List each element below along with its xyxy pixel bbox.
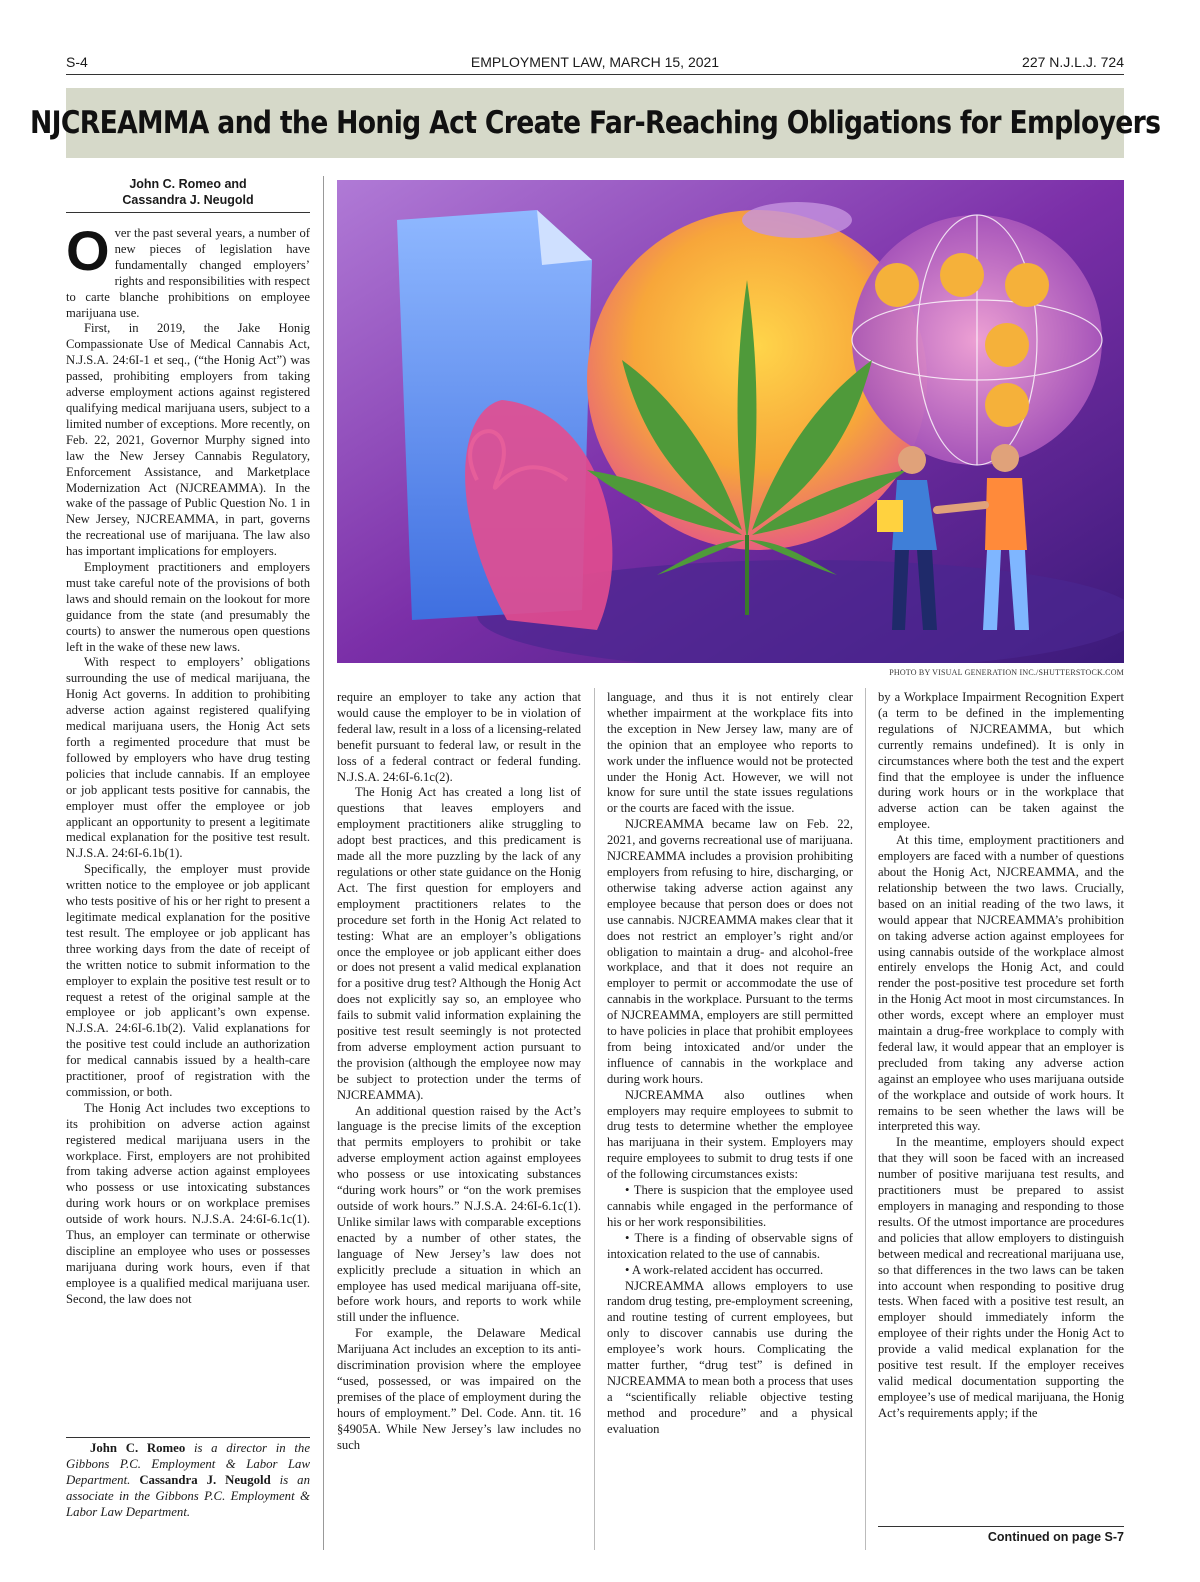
bullet-item: • There is suspicion that the employee used cannabis while engaged in the performance of his or her work responsibilities. — [607, 1183, 853, 1229]
drop-cap: O — [66, 219, 110, 282]
section-date: EMPLOYMENT LAW, MARCH 15, 2021 — [470, 54, 720, 70]
paragraph: language, and thus it is not entirely clear whether impairment at the workplace fits into the exception in New Jersey law, many are of the opinion that an employee who reports to work under the influence would not be protected under the Honig Act. However, we will not know for sure until the state issues regulations or the courts are faced with the issue. — [607, 690, 853, 816]
cannabis-handshake-illustration — [337, 180, 1124, 663]
byline-line-2: Cassandra J. Neugold — [122, 193, 254, 207]
page-number: S-4 — [66, 54, 88, 70]
paragraph: Over the past several years, a number of new pieces of legislation have fundamentally changed employers’ rights and responsibilities with respect to carte blanche prohibitions on employee marijuana use. — [66, 219, 310, 320]
paragraph: NJCREAMMA allows employers to use random drug testing, pre-employment screening, and routine testing of current employees, but only to discover cannabis use during the employee’s work hours. Complicating the matter further, “drug test” is defined in NJCREAMMA to mean both a process that uses a “scientifically reliable objective testing method and procedure” and a physical evaluation — [607, 1278, 853, 1436]
paragraph: NJCREAMMA became law on Feb. 22, 2021, and governs recreational use of marijuana. NJCREAMMA includes a provision prohibiting employers from refusing to hire, discharging, or otherwise taking adverse action against any employee because that person does or does not use cannabis. NJCREAMMA makes clear that it does not restrict an employer’s right and/or obligation to maintain a drug- and alcohol-free workplace, and that it does not require an employer to permit or accommodate the use of cannabis in the workplace. Pursuant to the terms of NJCREAMMA, employers are still permitted to have policies in place that prohibit employees from being intoxicated and/or under the influence of cannabis in the workplace and during work hours. — [607, 817, 853, 1086]
photo-credit: PHOTO BY VISUAL GENERATION INC./SHUTTERSTOCK.COM — [889, 668, 1124, 677]
paragraph: The Honig Act includes two exceptions to its prohibition on adverse action against registered medical marijuana users in the workplace. First, employers are not prohibited from taking adverse action against employees who possess or use intoxicating substances during work hours or on workplace premises outside of work hours. N.J.S.A. 24:6I-6.1c(1). Thus, an employer can terminate or otherwise discipline an employee who uses or possesses marijuana during work hours, even if that employee is a qualified medical marijuana user. Second, the law does not — [66, 1100, 310, 1306]
paragraph: Employment practitioners and employers must take careful note of the provisions of both laws and should remain on the lookout for more guidance from the state (and presumably the courts) to answer the numerous open questions left in the wake of these new laws. — [66, 560, 310, 654]
column-rule — [323, 176, 324, 1550]
byline-rule — [66, 212, 310, 213]
author-description: is an associate in the Gibbons P.C. Employment & Labor Law Department. — [66, 1473, 310, 1519]
bio-rule — [66, 1437, 310, 1438]
author-description: is a director in the Gibbons P.C. Employment & Labor Law Department. — [66, 1441, 311, 1487]
paragraph: by a Workplace Impairment Recognition Expert (a term to be defined in the implementing regulations of NJCREAMMA, but which currently remains undefined). It is only in circumstances where both the test and the expert find that the employee is under the influence during work hours or in the workplace that adverse action can be taken against the employee. — [878, 690, 1124, 832]
column-rule — [594, 688, 595, 1550]
citation: 227 N.J.L.J. 724 — [1022, 54, 1124, 70]
author-name: Cassandra J. Neugold — [139, 1473, 271, 1487]
paragraph: For example, the Delaware Medical Marijuana Act includes an exception to its anti-discrimination provision where the employee “used, possessed, or was impaired on the premises of the place of employment during the hours of employment.” Del. Code. Ann. tit. 16 §4905A. While New Jersey’s law includes no such — [337, 1326, 581, 1452]
article-column-4 — [878, 690, 1124, 1422]
article-column-3 — [607, 690, 853, 1438]
column-rule — [865, 688, 866, 1550]
paragraph: At this time, employment practitioners and employers are faced with a number of questions about the Honig Act, NJCREAMMA, and the relationship between the two laws. Crucially, based on an initial reading of the two laws, it would appear that NJCREAMMA’s prohibition on taking adverse action against employees for using cannabis outside of the workplace almost entirely envelops the Honig Act, and could render the post-positive test procedure set forth in the Honig Act moot in most circumstances. In other words, except where an employer must maintain a drug-free workplace to comply with federal law, it would appear that an employer is precluded from taking any adverse action against an employee who uses marijuana outside of the workplace and outside of work hours. It remains to be seen whether the laws will be interpreted this way. — [878, 833, 1124, 1134]
continued-rule — [878, 1526, 1124, 1527]
bullet-item: • There is a finding of observable signs of intoxication related to the use of cannabis. — [607, 1230, 853, 1261]
author-bio — [66, 1440, 310, 1520]
continued-line: Continued on page S-7 — [987, 1530, 1124, 1544]
paragraph: An additional question raised by the Act’s language is the precise limits of the exception that permits employers to prohibit or take adverse employment action against employees who possess or use intoxicating substances “during work hours” or “on the work premises outside of work hours.” N.J.S.A. 24:6I-6.1c(1). Unlike similar laws with comparable exceptions enacted by a number of other states, the language of New Jersey’s law does not explicitly preclude a situation in which an employee has used medical marijuana off-site, before work hours, and reports to work while still under the influence. — [337, 1103, 581, 1325]
paragraph: In the meantime, employers should expect that they will soon be faced with an increased number of positive marijuana test results, and practitioners must be prepared to assist employers in managing and responding to those results. Of the utmost importance are procedures and policies that allow employers to distinguish between medical and recreational marijuana use, so that differences in the two laws can be taken into account when responding to positive drug tests. When faced with a positive test result, an employer should immediately inform the employee of their rights under the Honig Act to provide a valid medical explanation for the positive test result. If the employer receives valid medical documentation supporting the employee’s use of medical marijuana, the Honig Act’s requirements apply; if the — [878, 1135, 1124, 1420]
paragraph: require an employer to take any action that would cause the employer to be in violation of federal law, result in a loss of a licensing-related benefit pursuant to federal law, or result in the loss of a federal contract or federal funding. N.J.S.A. 24:6I-6.1c(2). — [337, 690, 581, 784]
paragraph: With respect to employers’ obligations surrounding the use of medical marijuana, the Honig Act governs. In addition to prohibiting adverse action against registered qualifying medical marijuana users, the Honig Act sets forth a regimented procedure that must be followed by employers who have drug testing policies that include cannabis. If an employee or job applicant tests positive for cannabis, the employer must offer the employee or job applicant an opportunity to present a legitimate medical explanation for the positive test result. N.J.S.A. 24:6I-6.1b(1). — [66, 655, 310, 861]
paragraph: The Honig Act has created a long list of questions that leaves employers and employment practitioners alike struggling to adopt best practices, and this predicament is made all the more puzzling by the lack of any regulations or other state guidance on the Honig Act. The first question for employers and employment practitioners relates to the procedure set forth in the Honig Act related to testing: What are an employer’s obligations once the employee or job applicant either does or does not present a valid medical explanation for a positive drug test? Although the Honig Act does not explicitly say so, an employee who fails to submit valid information explaining the positive test result seemingly is not protected from adverse employment action pursuant to the provision (although the employee now may be subject to protection under the terms of NJCREAMMA). — [337, 785, 581, 1102]
article-column-1 — [66, 219, 310, 1308]
paragraph: First, in 2019, the Jake Honig Compassionate Use of Medical Cannabis Act, N.J.S.A. 24:6I-1 et seq., (“the Honig Act”) was passed, prohibiting employers from taking adverse employment actions against registered qualifying medical marijuana users, subject to a limited number of exceptions. More recently, on Feb. 22, 2021, Governor Murphy signed into law the New Jersey Cannabis Regulatory, Enforcement Assistance, and Marketplace Modernization Act (NJCREAMMA). In the wake of the passage of Public Question No. 1 in New Jersey, NJCREAMMA, in part, governs the recreational use of marijuana. The law also has important implications for employers. — [66, 321, 310, 559]
headline-band — [29, 88, 1161, 158]
byline-line-1: John C. Romeo and — [129, 177, 247, 191]
article-column-2 — [337, 690, 581, 1454]
article-illustration — [337, 180, 1124, 663]
author-name: John C. Romeo — [90, 1441, 186, 1455]
byline — [66, 176, 310, 208]
running-header — [66, 52, 1124, 75]
paragraph: NJCREAMMA also outlines when employers may require employees to submit to drug tests to determine whether the employee has marijuana in their system. Employers may require employees to submit to drug tests if one of the following circumstances exists: — [607, 1087, 853, 1182]
paragraph: Specifically, the employer must provide written notice to the employee or job applicant who tests positive of his or her right to present a legitimate medical explanation for the positive test result. The employee or job applicant has three working days from the date of receipt of the written notice to submit information to the employer to explain the positive test result or to request a retest of the original sample at the employee or job applicant’s own expense. N.J.S.A. 24:6I-6.1b(2). Valid explanations for the positive test could include an authorization for medical cannabis issued by a health-care practitioner, proof of registration with the commission, or both. — [66, 862, 310, 1099]
headline: NJCREAMMA and the Honig Act Create Far-Reaching Obligations for Employers — [29, 105, 1161, 141]
bullet-item: • A work-related accident has occurred. — [625, 1262, 824, 1277]
